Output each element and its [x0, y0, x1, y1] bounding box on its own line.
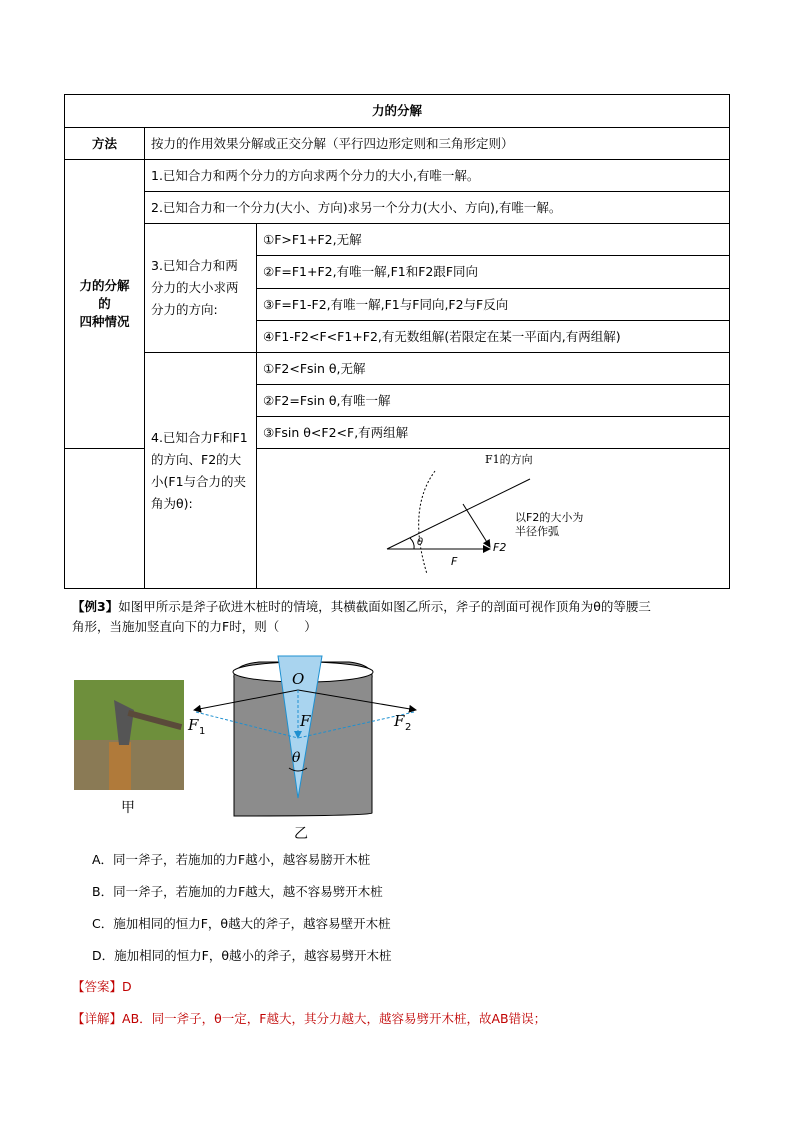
force-decomposition-table: [64, 94, 730, 589]
arc-note-1: 以F2的大小为: [515, 511, 584, 524]
option-c: C．施加相同的恒力F，θ越大的斧子，越容易壁开木桩: [92, 916, 391, 931]
answer-value: D: [122, 979, 132, 994]
f1-subscript: 1: [199, 726, 206, 737]
option-a: A．同一斧子，若施加的力F越小，越容易膀开木桩: [92, 852, 371, 867]
detail-line: [72, 1009, 546, 1027]
theta-label: θ: [292, 750, 301, 766]
option-b: B．同一斧子，若施加的力F越大，越不容易劈开木桩: [92, 884, 383, 899]
table-title: 力的分解: [65, 95, 730, 128]
cases-label: 力的分解 的 四种情况: [65, 160, 145, 449]
arc-note-2: 半径作弧: [515, 525, 559, 538]
option-d: D．施加相同的恒力F，θ越小的斧子，越容易劈开木桩: [92, 948, 392, 963]
example-tag: 【例3】: [72, 599, 119, 614]
f2-label: F2: [493, 541, 507, 554]
case-4-item: ②F2=Fsin θ,有唯一解: [257, 385, 730, 417]
f2-arrow: [463, 504, 490, 547]
o-label: O: [292, 670, 305, 688]
f2-label: F: [394, 712, 405, 730]
diagram-cell: [257, 449, 730, 589]
case-3-label: 3.已知合力和两分力的大小求两分力的方向:: [145, 224, 257, 353]
case-3-item: ②F=F1+F2,有唯一解,F1和F2跟F同向: [257, 256, 730, 289]
theta-label: θ: [417, 537, 424, 548]
case-3-item: ④F1-F2<F<F1+F2,有无数组解(若限定在某一平面内,有两组解): [257, 321, 730, 353]
example-question: 【例3】如图甲所示是斧子砍进木桩时的情境，其横截面如图乙所示，斧子的剖面可视作顶角为θ的等腰三 角形，当施加竖直向下的力F时，则（ ）: [72, 599, 651, 634]
case-1: 1.已知合力和两个分力的方向求两个分力的大小,有唯一解。: [145, 160, 730, 192]
answer-line: [72, 977, 132, 995]
detail-text: AB．同一斧子，θ一定，F越大，其分力越大，越容易劈开木桩，故AB错误；: [122, 1011, 547, 1026]
case-4-item: ①F2<Fsin θ,无解: [257, 353, 730, 385]
method-text: 按力的作用效果分解或正交分解（平行四边形定则和三角形定则）: [145, 128, 730, 160]
figure-caption: 乙: [294, 826, 308, 842]
case-3-item: ③F=F1-F2,有唯一解,F1与F同向,F2与F反向: [257, 289, 730, 321]
case-2: 2.已知合力和一个分力(大小、方向)求另一个分力(大小、方向),有唯一解。: [145, 192, 730, 224]
theta-arc: [410, 538, 414, 549]
answer-tag: 【答案】: [72, 979, 123, 994]
f-label: F: [451, 555, 458, 568]
case-4-item: ③Fsin θ<F2<F,有两组解: [257, 417, 730, 449]
case-4-label: 4.已知合力F和F1的方向、F2的大小(F1与合力的夹角为θ):: [145, 353, 257, 589]
f-label: F: [300, 712, 311, 730]
photo-caption: 甲: [121, 800, 135, 816]
f1-label: F: [188, 716, 199, 734]
radius-arc: [419, 471, 435, 574]
case-3-item: ①F>F1+F2,无解: [257, 224, 730, 256]
force-diagram: [257, 449, 729, 583]
axe-photo: [74, 680, 184, 790]
f2-subscript: 2: [405, 722, 412, 733]
detail-tag: 【详解】: [72, 1011, 123, 1026]
f1-direction-label: F1的方向: [485, 453, 533, 466]
method-label: 方法: [65, 128, 145, 160]
f1-direction-line: [387, 479, 530, 549]
wedge-figure: [184, 650, 424, 825]
